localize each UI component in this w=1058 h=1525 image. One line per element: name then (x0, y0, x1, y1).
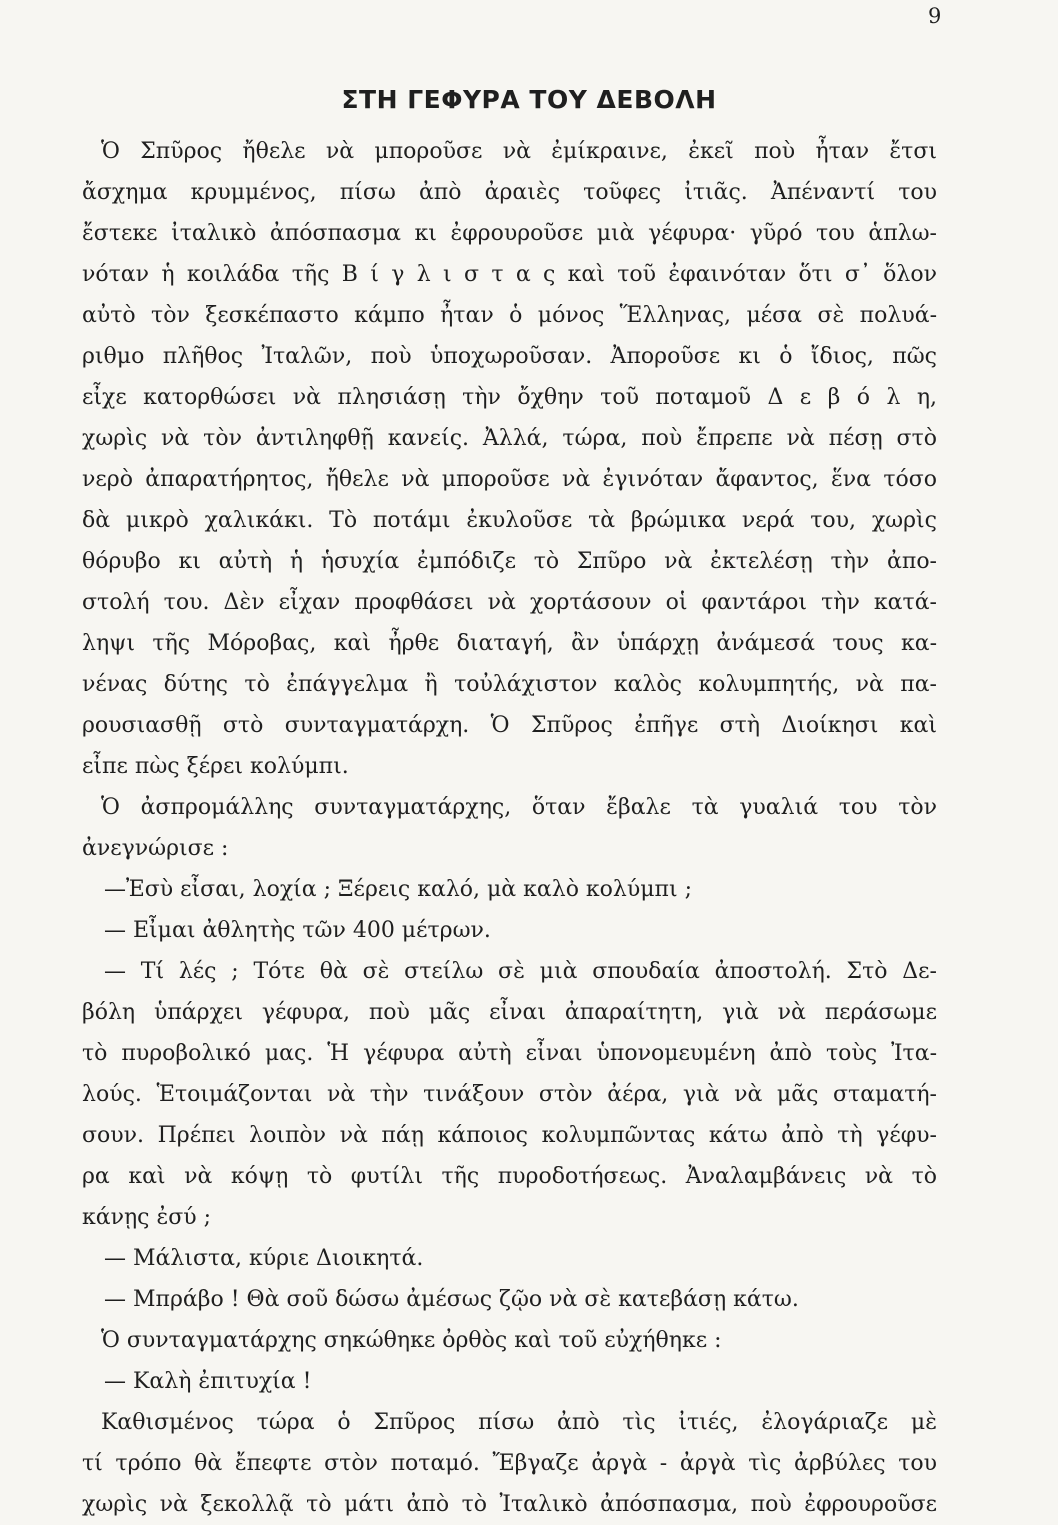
text-line: εἶχε κατορθώσει νὰ πλησιάσῃ τὴν ὄχθην τοῦ ποταμοῦ Δ ε β ό λ η, (82, 385, 937, 410)
text-line: ριθμο πλῆθος Ἰταλῶν, ποὺ ὑποχωροῦσαν. Ἀποροῦσε κι ὁ ἴδιος, πῶς (82, 344, 937, 369)
text-line: αὐτὸ τὸν ξεσκέπαστο κάμπο ἦταν ὁ μόνος Ἕλληνας, μέσα σὲ πολυά- (82, 303, 937, 328)
text-line: Ὁ συνταγματάρχης σηκώθηκε ὀρθὸς καὶ τοῦ εὐχήθηκε : (101, 1328, 722, 1353)
text-line: κάνῃς ἐσύ ; (82, 1205, 212, 1230)
chapter-title: ΣΤΗ ΓΕΦΥΡΑ ΤΟΥ ΔΕΒΟΛΗ (341, 85, 717, 114)
text-line: νένας δύτης τὸ ἐπάγγελμα ἢ τοὐλάχιστον καλὸς κολυμπητής, νὰ πα- (82, 672, 937, 697)
dialogue-line: — Καλὴ ἐπιτυχία ! (104, 1369, 312, 1394)
body-text (82, 131, 937, 1525)
text-line: λούς. Ἑτοιμάζονται νὰ τὴν τινάξουν στὸν ἀέρα, γιὰ νὰ μᾶς σταματή- (82, 1082, 937, 1107)
text-line: τὸ πυροβολικό μας. Ἡ γέφυρα αὐτὴ εἶναι ὑπονομευμένη ἀπὸ τοὺς Ἰτα- (82, 1041, 937, 1066)
text-line: ἔστεκε ἰταλικὸ ἀπόσπασμα κι ἐφρουροῦσε μιὰ γέφυρα· γῦρό του ἁπλω- (82, 221, 937, 246)
text-line: χωρὶς νὰ ξεκολλᾷ τὸ μάτι ἀπὸ τὸ Ἰταλικὸ ἀπόσπασμα, ποὺ ἐφρουροῦσε (82, 1492, 937, 1517)
dialogue-line: — Μάλιστα, κύριε Διοικητά. (104, 1246, 424, 1271)
text-line: χωρὶς νὰ τὸν ἀντιληφθῇ κανείς. Ἀλλά, τώρα, ποὺ ἔπρεπε νὰ πέσῃ στὸ (82, 426, 937, 451)
page-number: 9 (928, 4, 942, 28)
text-line: στολή του. Δὲν εἶχαν προφθάσει νὰ χορτάσουν οἱ φαντάροι τὴν κατά- (82, 590, 937, 615)
text-line: ἀνεγνώρισε : (82, 836, 229, 861)
text-line: Ὁ Σπῦρος ἤθελε νὰ μποροῦσε νὰ ἐμίκραινε, ἐκεῖ ποὺ ἦταν ἔτσι (101, 139, 937, 164)
dialogue-line: — Εἶμαι ἀθλητὴς τῶν 400 μέτρων. (104, 918, 491, 943)
text-line: εἶπε πὼς ξέρει κολύμπι. (82, 754, 349, 779)
text-line: Καθισμένος τώρα ὁ Σπῦρος πίσω ἀπὸ τὶς ἰτιές, ἐλογάριαζε μὲ (101, 1410, 937, 1435)
text-line: ρουσιασθῇ στὸ συνταγματάρχη. Ὁ Σπῦρος ἐπῆγε στὴ Διοίκησι καὶ (82, 713, 937, 738)
dialogue-line: — Τί λές ; Τότε θὰ σὲ στείλω σὲ μιὰ σπουδαία ἀποστολή. Στὸ Δε- (104, 959, 937, 984)
text-line: Ὁ ἀσπρομάλλης συνταγματάρχης, ὅταν ἔβαλε τὰ γυαλιά του τὸν (101, 795, 937, 820)
dialogue-line: — Μπράβο ! Θὰ σοῦ δώσω ἀμέσως ζῷο νὰ σὲ κατεβάσῃ κάτω. (104, 1287, 799, 1312)
text-line: ρα καὶ νὰ κόψῃ τὸ φυτίλι τῆς πυροδοτήσεως. Ἀναλαμβάνεις νὰ τὸ (82, 1164, 937, 1189)
text-line: δὰ μικρὸ χαλικάκι. Τὸ ποτάμι ἐκυλοῦσε τὰ βρώμικα νερά του, χωρὶς (82, 508, 937, 533)
text-line: θόρυβο κι αὐτὴ ἡ ἡσυχία ἐμπόδιζε τὸ Σπῦρο νὰ ἐκτελέσῃ τὴν ἀπο- (82, 549, 937, 574)
text-line: νόταν ἡ κοιλάδα τῆς Β ί γ λ ι σ τ α ς καὶ τοῦ ἐφαινόταν ὅτι σ᾽ ὅλον (82, 262, 937, 287)
text-line: βόλη ὑπάρχει γέφυρα, ποὺ μᾶς εἶναι ἀπαραίτητη, γιὰ νὰ περάσωμε (82, 1000, 937, 1025)
text-line: νερὸ ἀπαρατήρητος, ἤθελε νὰ μποροῦσε νὰ ἐγινόταν ἄφαντος, ἕνα τόσο (82, 467, 937, 492)
dialogue-line: —Ἐσὺ εἶσαι, λοχία ; Ξέρεις καλό, μὰ καλὸ κολύμπι ; (104, 877, 693, 902)
text-line: ληψι τῆς Μόροβας, καὶ ἦρθε διαταγή, ἂν ὑπάρχῃ ἀνάμεσά τους κα- (82, 631, 937, 656)
text-line: ἄσχημα κρυμμένος, πίσω ἀπὸ ἀραιὲς τοῦφες ἰτιᾶς. Ἀπέναντί του (82, 180, 937, 205)
text-line: τί τρόπο θὰ ἔπεφτε στὸν ποταμό. Ἔβγαζε ἀργὰ - ἀργὰ τὶς ἀρβύλες του (82, 1451, 937, 1476)
text-line: σουν. Πρέπει λοιπὸν νὰ πάῃ κάποιος κολυμπῶντας κάτω ἀπὸ τὴ γέφυ- (82, 1123, 937, 1148)
